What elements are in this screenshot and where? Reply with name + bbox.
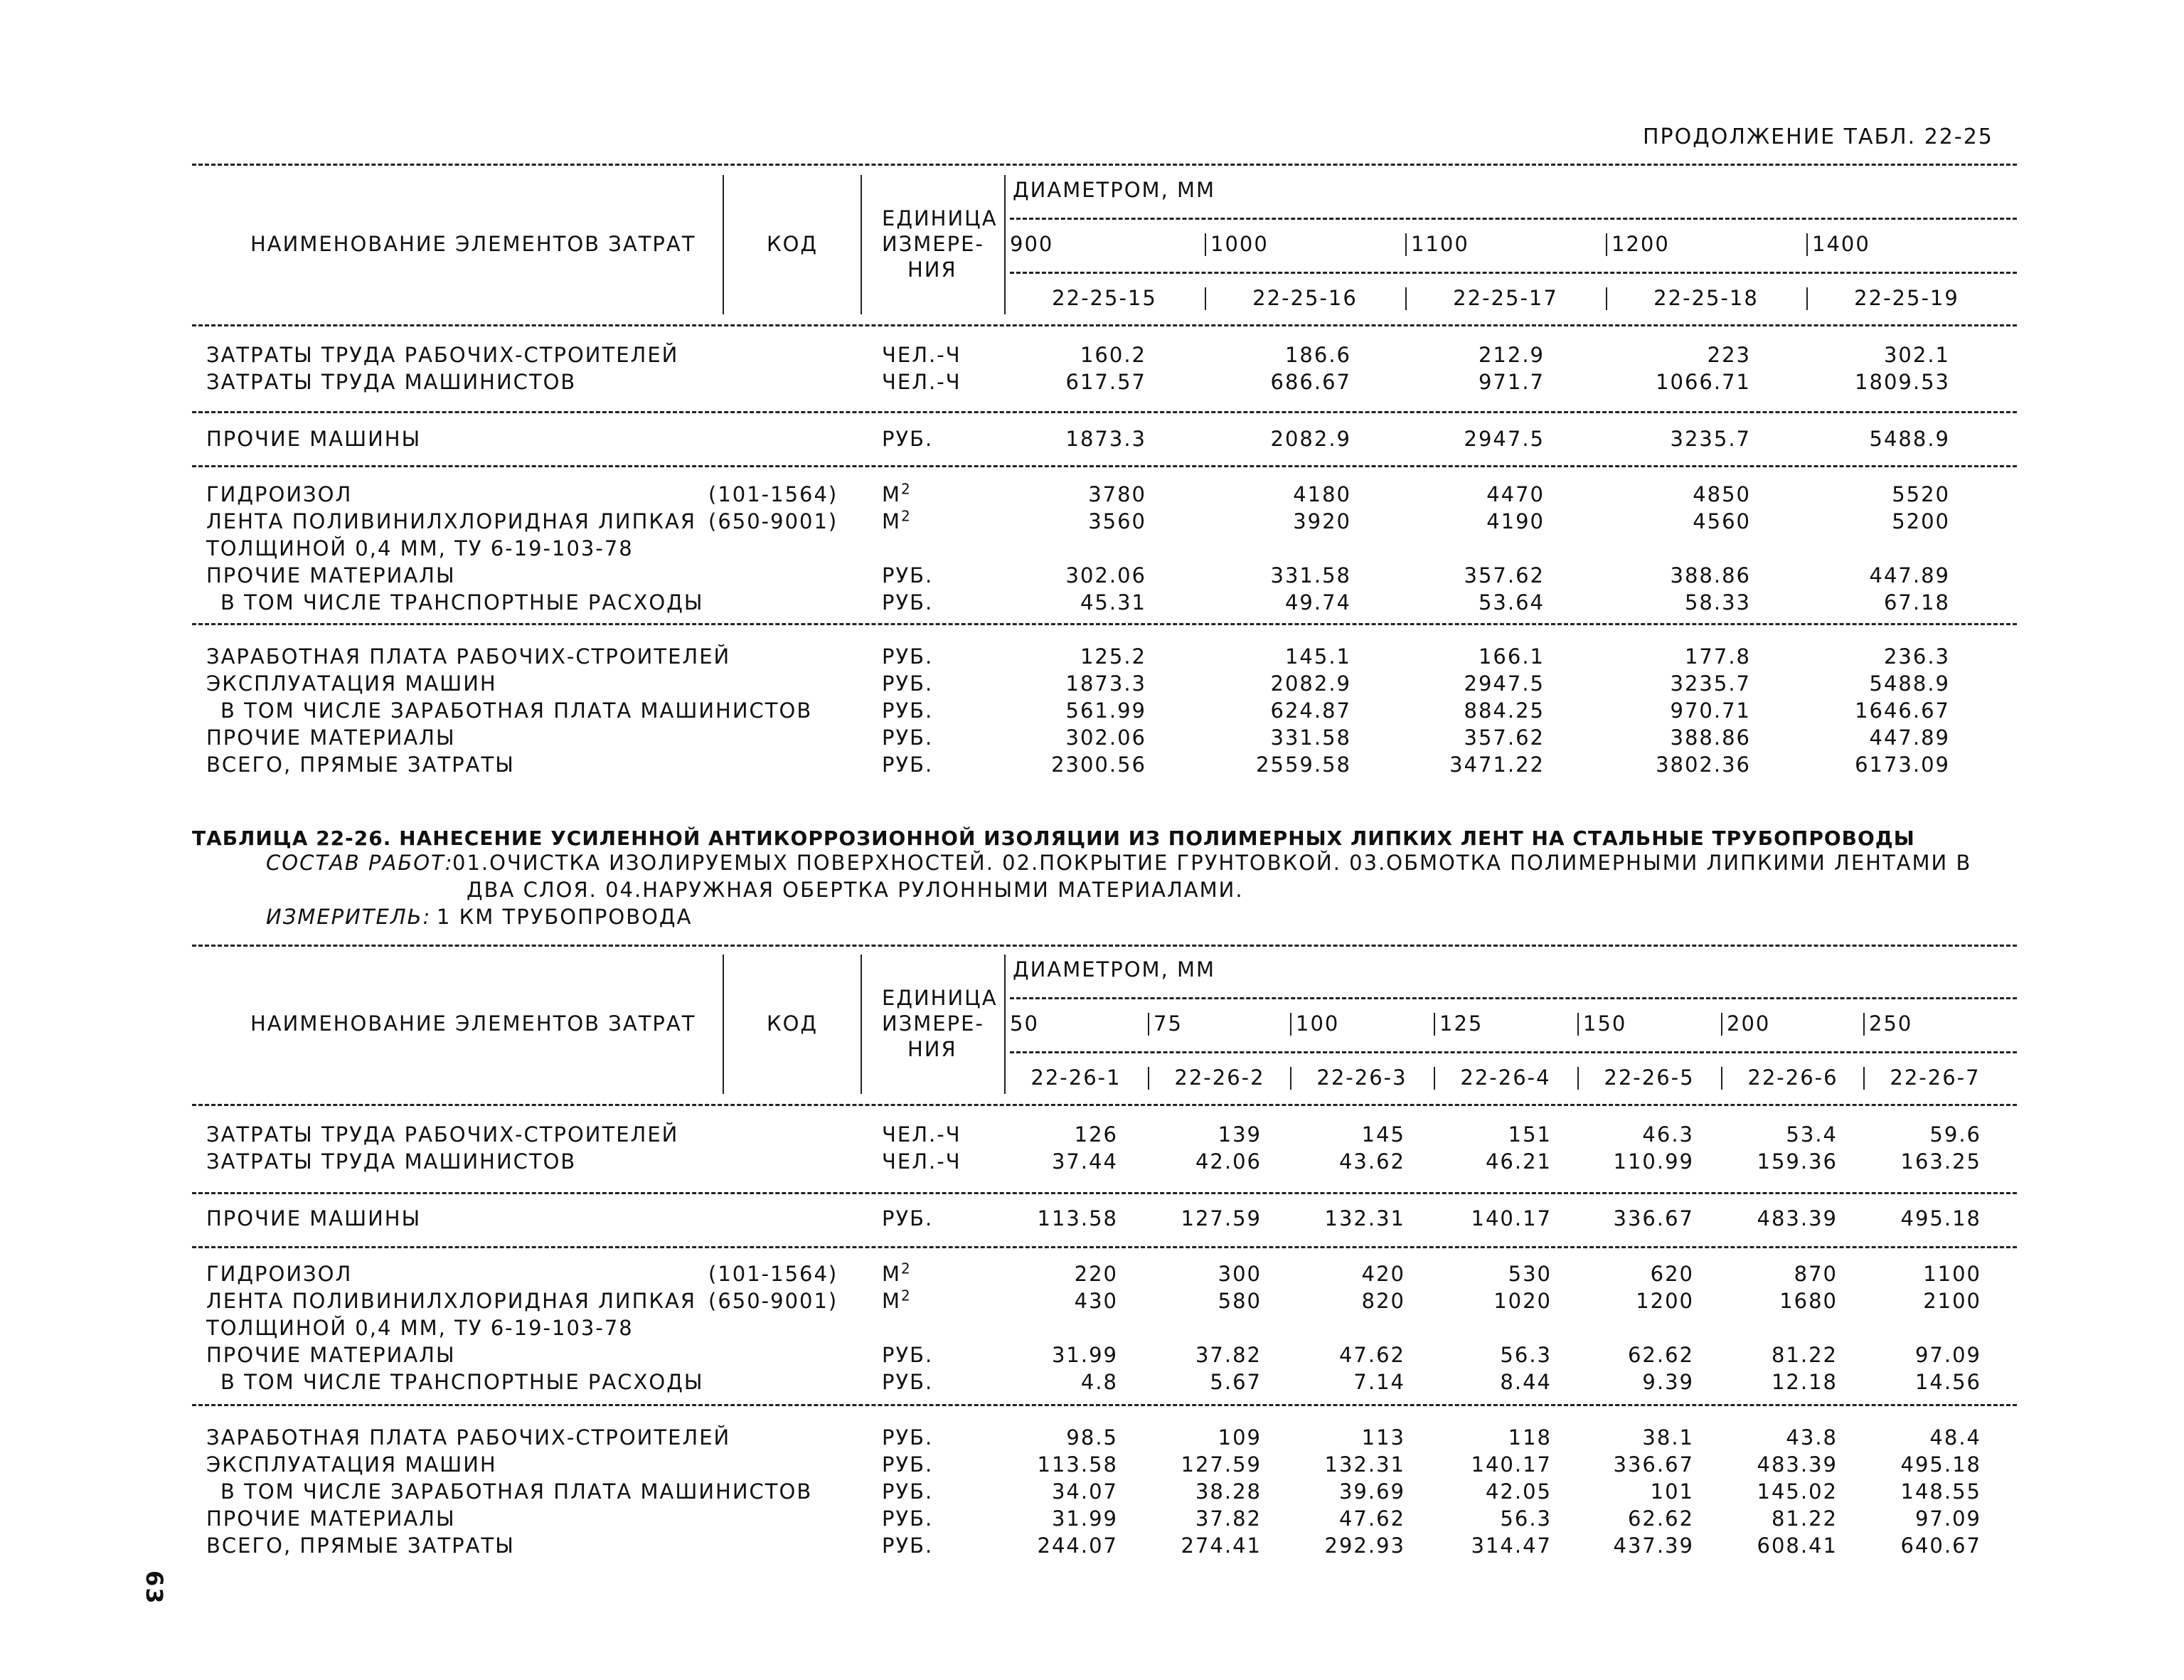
cell-value: 608.41 — [1757, 1533, 1838, 1558]
cell-value: 1020 — [1493, 1289, 1552, 1313]
row-unit: $М^2$ — [882, 1287, 912, 1313]
cell-value: 5520 — [1892, 482, 1950, 506]
row-name: ЛЕНТА ПОЛИВИНИЛХЛОРИДНАЯ ЛИПКАЯ — [206, 1289, 696, 1313]
cell-value: 38.1 — [1642, 1425, 1694, 1450]
cell-value: 624.87 — [1270, 698, 1351, 723]
row-name: ПРОЧИЕ МАШИНЫ — [206, 427, 422, 451]
cell-value: 244.07 — [1037, 1533, 1118, 1558]
cell-value: 98.5 — [1066, 1425, 1118, 1450]
code-value: 22-25-15 — [1052, 286, 1157, 310]
row-unit: РУБ. — [882, 1206, 934, 1230]
cell-value: 4.8 — [1080, 1370, 1118, 1394]
cell-value: 430 — [1074, 1289, 1118, 1313]
row-unit: $М^2$ — [882, 1260, 912, 1286]
cell-value: 140.17 — [1471, 1452, 1552, 1477]
cell-value: 884.25 — [1464, 698, 1545, 723]
cell-value: 3235.7 — [1670, 427, 1751, 451]
cell-value: 42.05 — [1485, 1479, 1552, 1504]
cell-value: 223 — [1707, 343, 1751, 367]
cell-value: 620 — [1650, 1262, 1694, 1286]
cell-value: 437.39 — [1613, 1533, 1694, 1558]
cell-value: 2082.9 — [1270, 427, 1351, 451]
cell-value: 139 — [1218, 1122, 1262, 1147]
diameter-value: 150 — [1583, 1011, 1627, 1036]
cell-value: 37.82 — [1195, 1343, 1262, 1367]
code-value: 22-26-1 — [1030, 1065, 1122, 1090]
cell-value: 495.18 — [1900, 1206, 1981, 1230]
code-value: 22-25-17 — [1453, 286, 1558, 310]
cell-value: 420 — [1361, 1262, 1405, 1286]
cell-value: 300 — [1218, 1262, 1262, 1286]
row-unit: РУБ. — [882, 1506, 934, 1531]
cell-value: 3560 — [1088, 509, 1146, 533]
row-unit: РУБ. — [882, 1370, 934, 1394]
row-unit: РУБ. — [882, 671, 934, 696]
composition-label: СОСТАВ РАБОТ: — [266, 851, 454, 875]
cell-value: 12.18 — [1771, 1370, 1838, 1394]
row-unit: $М^2$ — [882, 480, 912, 506]
cell-value: 3920 — [1293, 509, 1351, 533]
row-name: ЗАРАБОТНАЯ ПЛАТА РАБОЧИХ-СТРОИТЕЛЕЙ — [206, 1425, 731, 1450]
row-code: (101-1564) — [708, 1262, 838, 1286]
continuation-label: ПРОДОЛЖЕНИЕ ТАБЛ. 22-25 — [1643, 124, 1993, 149]
cell-value: 109 — [1218, 1425, 1262, 1450]
cell-value: 97.09 — [1914, 1343, 1981, 1367]
cell-value: 59.6 — [1929, 1122, 1981, 1147]
cell-value: 37.44 — [1051, 1149, 1118, 1174]
page-number: 63 — [141, 1570, 168, 1605]
cell-value: 43.8 — [1786, 1425, 1838, 1450]
header-name: НАИМЕНОВАНИЕ ЭЛЕМЕНТОВ ЗАТРАТ — [250, 232, 696, 256]
cell-value: 971.7 — [1478, 370, 1545, 394]
code-value: 22-26-7 — [1890, 1065, 1981, 1090]
cell-value: 160.2 — [1080, 343, 1146, 367]
row-unit: РУБ. — [882, 1533, 934, 1558]
cell-value: 561.99 — [1065, 698, 1146, 723]
code-value: 22-25-16 — [1252, 286, 1358, 310]
cell-value: 67.18 — [1883, 590, 1950, 615]
diameter-value: 1200 — [1612, 232, 1670, 256]
diameter-value: 1100 — [1411, 232, 1469, 256]
cell-value: 53.4 — [1786, 1122, 1838, 1147]
diameter-value: 250 — [1869, 1011, 1913, 1036]
cell-value: 2559.58 — [1256, 753, 1351, 777]
cell-value: 1873.3 — [1065, 427, 1146, 451]
header-code: КОД — [767, 232, 819, 256]
row-unit: РУБ. — [882, 590, 934, 615]
row-name: ЭКСПЛУАТАЦИЯ МАШИН — [206, 1452, 497, 1477]
cell-value: 5.67 — [1210, 1370, 1262, 1394]
cell-value: 42.06 — [1195, 1149, 1262, 1174]
cell-value: 113.58 — [1037, 1452, 1118, 1477]
cell-value: 132.31 — [1324, 1452, 1405, 1477]
row-name: В ТОМ ЧИСЛЕ ЗАРАБОТНАЯ ПЛАТА МАШИНИСТОВ — [220, 698, 813, 723]
cell-value: 2947.5 — [1464, 427, 1545, 451]
cell-value: 447.89 — [1869, 563, 1950, 588]
row-name: ЗАРАБОТНАЯ ПЛАТА РАБОЧИХ-СТРОИТЕЛЕЙ — [206, 644, 731, 669]
cell-value: 3802.36 — [1656, 753, 1751, 777]
cell-value: 9.39 — [1642, 1370, 1694, 1394]
header-diameter: ДИАМЕТРОМ, ММ — [1013, 178, 1216, 202]
code-value: 22-25-18 — [1653, 286, 1759, 310]
row-unit: $М^2$ — [882, 507, 912, 533]
row-unit: РУБ. — [882, 753, 934, 777]
cell-value: 125.2 — [1080, 644, 1146, 669]
cell-value: 45.31 — [1080, 590, 1146, 615]
cell-value: 126 — [1074, 1122, 1118, 1147]
cell-value: 118 — [1508, 1425, 1552, 1450]
cell-value: 336.67 — [1613, 1206, 1694, 1230]
cell-value: 1100 — [1923, 1262, 1981, 1286]
cell-value: 292.93 — [1324, 1533, 1405, 1558]
header-unit: ИЗМЕРЕ- — [882, 1011, 984, 1036]
cell-value: 5488.9 — [1869, 427, 1950, 451]
diameter-value: 125 — [1439, 1011, 1483, 1036]
cell-value: 2100 — [1923, 1289, 1981, 1313]
cell-value: 357.62 — [1464, 725, 1545, 750]
row-unit: РУБ. — [882, 1479, 934, 1504]
cell-value: 81.22 — [1771, 1343, 1838, 1367]
header-name: НАИМЕНОВАНИЕ ЭЛЕМЕНТОВ ЗАТРАТ — [250, 1011, 696, 1036]
unit-exponent: 2 — [901, 507, 912, 525]
unit-exponent: 2 — [901, 480, 912, 498]
diameter-value: 50 — [1010, 1011, 1039, 1036]
cell-value: 43.62 — [1338, 1149, 1405, 1174]
cell-value: 8.44 — [1500, 1370, 1552, 1394]
cell-value: 177.8 — [1684, 644, 1751, 669]
row-name: ВСЕГО, ПРЯМЫЕ ЗАТРАТЫ — [206, 753, 515, 777]
cell-value: 4850 — [1693, 482, 1751, 506]
cell-value: 53.64 — [1478, 590, 1545, 615]
row-name: ТОЛЩИНОЙ 0,4 ММ, ТУ 6-19-103-78 — [206, 536, 634, 560]
cell-value: 145.1 — [1284, 644, 1351, 669]
row-name: ПРОЧИЕ МАШИНЫ — [206, 1206, 422, 1230]
cell-value: 302.06 — [1065, 725, 1146, 750]
cell-value: 145 — [1361, 1122, 1405, 1147]
cell-value: 3235.7 — [1670, 671, 1751, 696]
cell-value: 3780 — [1088, 482, 1146, 506]
cell-value: 31.99 — [1051, 1343, 1118, 1367]
cell-value: 46.21 — [1485, 1149, 1552, 1174]
cell-value: 56.3 — [1500, 1506, 1552, 1531]
cell-value: 970.71 — [1670, 698, 1751, 723]
cell-value: 14.56 — [1914, 1370, 1981, 1394]
code-value: 22-26-5 — [1604, 1065, 1695, 1090]
cell-value: 640.67 — [1900, 1533, 1981, 1558]
measure-label: ИЗМЕРИТЕЛЬ: — [266, 905, 432, 929]
cell-value: 34.07 — [1051, 1479, 1118, 1504]
row-name: ПРОЧИЕ МАТЕРИАЛЫ — [206, 563, 456, 588]
row-name: ЗАТРАТЫ ТРУДА МАШИНИСТОВ — [206, 1149, 577, 1174]
cell-value: 163.25 — [1900, 1149, 1981, 1174]
row-name: ГИДРОИЗОЛ — [206, 1262, 353, 1286]
cell-value: 357.62 — [1464, 563, 1545, 588]
composition-text: ДВА СЛОЯ. 04.НАРУЖНАЯ ОБЕРТКА РУЛОННЫМИ МАТЕРИАЛАМИ. — [467, 878, 1244, 902]
row-code: (650-9001) — [708, 509, 838, 533]
diameter-value: 1400 — [1812, 232, 1870, 256]
row-name: ПРОЧИЕ МАТЕРИАЛЫ — [206, 1343, 456, 1367]
cell-value: 483.39 — [1757, 1452, 1838, 1477]
unit-exponent: 2 — [901, 1260, 912, 1277]
code-value: 22-25-19 — [1854, 286, 1959, 310]
cell-value: 314.47 — [1471, 1533, 1552, 1558]
cell-value: 49.74 — [1284, 590, 1351, 615]
cell-value: 274.41 — [1181, 1533, 1262, 1558]
cell-value: 331.58 — [1270, 563, 1351, 588]
row-unit: РУБ. — [882, 427, 934, 451]
cell-value: 39.69 — [1338, 1479, 1405, 1504]
cell-value: 47.62 — [1338, 1506, 1405, 1531]
cell-value: 5200 — [1892, 509, 1950, 533]
cell-value: 483.39 — [1757, 1206, 1838, 1230]
row-name: ГИДРОИЗОЛ — [206, 482, 353, 506]
row-name: ТОЛЩИНОЙ 0,4 ММ, ТУ 6-19-103-78 — [206, 1316, 634, 1340]
cell-value: 617.57 — [1065, 370, 1146, 394]
cell-value: 127.59 — [1181, 1452, 1262, 1477]
cell-value: 145.02 — [1757, 1479, 1838, 1504]
cell-value: 1873.3 — [1065, 671, 1146, 696]
cell-value: 220 — [1074, 1262, 1118, 1286]
cell-value: 388.86 — [1670, 725, 1751, 750]
cell-value: 186.6 — [1284, 343, 1351, 367]
row-unit: ЧЕЛ.-Ч — [882, 370, 962, 394]
diameter-value: 900 — [1010, 232, 1054, 256]
cell-value: 62.62 — [1627, 1506, 1694, 1531]
row-unit: ЧЕЛ.-Ч — [882, 343, 962, 367]
cell-value: 5488.9 — [1869, 671, 1950, 696]
cell-value: 1200 — [1636, 1289, 1694, 1313]
row-name: В ТОМ ЧИСЛЕ ЗАРАБОТНАЯ ПЛАТА МАШИНИСТОВ — [220, 1479, 813, 1504]
row-unit: РУБ. — [882, 725, 934, 750]
composition-text: 01.ОЧИСТКА ИЗОЛИРУЕМЫХ ПОВЕРХНОСТЕЙ. 02.ПОКРЫТИЕ ГРУНТОВКОЙ. 03.ОБМОТКА ПОЛИМЕРНЫМИ ЛИПКИМИ ЛЕНТАМИ В — [452, 851, 1972, 875]
row-name: ЗАТРАТЫ ТРУДА МАШИНИСТОВ — [206, 370, 577, 394]
row-name: ВСЕГО, ПРЯМЫЕ ЗАТРАТЫ — [206, 1533, 515, 1558]
cell-value: 212.9 — [1478, 343, 1545, 367]
code-value: 22-26-4 — [1460, 1065, 1551, 1090]
row-unit: РУБ. — [882, 698, 934, 723]
cell-value: 302.1 — [1883, 343, 1950, 367]
row-unit: РУБ. — [882, 1452, 934, 1477]
cell-value: 302.06 — [1065, 563, 1146, 588]
header-unit: НИЯ — [907, 1037, 957, 1061]
header-code: КОД — [767, 1011, 819, 1036]
cell-value: 1646.67 — [1855, 698, 1950, 723]
cell-value: 47.62 — [1338, 1343, 1405, 1367]
cell-value: 495.18 — [1900, 1452, 1981, 1477]
row-name: ЗАТРАТЫ ТРУДА РАБОЧИХ-СТРОИТЕЛЕЙ — [206, 1122, 679, 1147]
cell-value: 2082.9 — [1270, 671, 1351, 696]
row-name: ЭКСПЛУАТАЦИЯ МАШИН — [206, 671, 497, 696]
code-value: 22-26-3 — [1316, 1065, 1407, 1090]
cell-value: 388.86 — [1670, 563, 1751, 588]
cell-value: 159.36 — [1757, 1149, 1838, 1174]
cell-value: 3471.22 — [1449, 753, 1545, 777]
row-code: (101-1564) — [708, 482, 838, 506]
cell-value: 62.62 — [1627, 1343, 1694, 1367]
cell-value: 113.58 — [1037, 1206, 1118, 1230]
cell-value: 37.82 — [1195, 1506, 1262, 1531]
row-name: ПРОЧИЕ МАТЕРИАЛЫ — [206, 725, 456, 750]
cell-value: 7.14 — [1353, 1370, 1405, 1394]
cell-value: 4470 — [1486, 482, 1545, 506]
diameter-value: 1000 — [1210, 232, 1269, 256]
cell-value: 4190 — [1486, 509, 1545, 533]
row-unit: РУБ. — [882, 563, 934, 588]
cell-value: 331.58 — [1270, 725, 1351, 750]
code-value: 22-26-2 — [1174, 1065, 1265, 1090]
code-value: 22-26-6 — [1747, 1065, 1838, 1090]
row-code: (650-9001) — [708, 1289, 838, 1313]
cell-value: 1809.53 — [1855, 370, 1950, 394]
cell-value: 31.99 — [1051, 1506, 1118, 1531]
header-diameter: ДИАМЕТРОМ, ММ — [1013, 957, 1216, 982]
cell-value: 81.22 — [1771, 1506, 1838, 1531]
row-unit: РУБ. — [882, 1425, 934, 1450]
cell-value: 113 — [1361, 1425, 1405, 1450]
row-name: ПРОЧИЕ МАТЕРИАЛЫ — [206, 1506, 456, 1531]
header-unit: ЕДИНИЦА — [882, 206, 998, 230]
cell-value: 38.28 — [1195, 1479, 1262, 1504]
cell-value: 4180 — [1293, 482, 1351, 506]
cell-value: 580 — [1218, 1289, 1262, 1313]
row-name: В ТОМ ЧИСЛЕ ТРАНСПОРТНЫЕ РАСХОДЫ — [220, 590, 704, 615]
cell-value: 6173.09 — [1855, 753, 1950, 777]
cell-value: 4560 — [1693, 509, 1751, 533]
row-unit: ЧЕЛ.-Ч — [882, 1149, 962, 1174]
cell-value: 101 — [1650, 1479, 1694, 1504]
cell-value: 336.67 — [1613, 1452, 1694, 1477]
row-name: ЛЕНТА ПОЛИВИНИЛХЛОРИДНАЯ ЛИПКАЯ — [206, 509, 696, 533]
cell-value: 2300.56 — [1051, 753, 1146, 777]
row-unit: РУБ. — [882, 1343, 934, 1367]
cell-value: 110.99 — [1613, 1149, 1694, 1174]
header-unit: ЕДИНИЦА — [882, 986, 998, 1010]
cell-value: 148.55 — [1900, 1479, 1981, 1504]
measure-text: 1 КМ ТРУБОПРОВОДА — [437, 905, 693, 929]
cell-value: 56.3 — [1500, 1343, 1552, 1367]
cell-value: 1680 — [1779, 1289, 1838, 1313]
cell-value: 236.3 — [1883, 644, 1950, 669]
row-unit: ЧЕЛ.-Ч — [882, 1122, 962, 1147]
cell-value: 1066.71 — [1656, 370, 1751, 394]
cell-value: 530 — [1508, 1262, 1552, 1286]
cell-value: 48.4 — [1929, 1425, 1981, 1450]
cell-value: 447.89 — [1869, 725, 1950, 750]
cell-value: 820 — [1361, 1289, 1405, 1313]
diameter-value: 100 — [1296, 1011, 1340, 1036]
diameter-value: 75 — [1154, 1011, 1183, 1036]
cell-value: 151 — [1508, 1122, 1552, 1147]
header-unit: ИЗМЕРЕ- — [882, 232, 984, 256]
cell-value: 132.31 — [1324, 1206, 1405, 1230]
cell-value: 686.67 — [1270, 370, 1351, 394]
cell-value: 166.1 — [1478, 644, 1545, 669]
header-unit: НИЯ — [907, 257, 957, 282]
cell-value: 127.59 — [1181, 1206, 1262, 1230]
cell-value: 97.09 — [1914, 1506, 1981, 1531]
cell-value: 46.3 — [1642, 1122, 1694, 1147]
cell-value: 58.33 — [1684, 590, 1751, 615]
row-name: ЗАТРАТЫ ТРУДА РАБОЧИХ-СТРОИТЕЛЕЙ — [206, 343, 679, 367]
cell-value: 140.17 — [1471, 1206, 1552, 1230]
cell-value: 870 — [1794, 1262, 1838, 1286]
table-title: ТАБЛИЦА 22-26. НАНЕСЕНИЕ УСИЛЕННОЙ АНТИКОРРОЗИОННОЙ ИЗОЛЯЦИИ ИЗ ПОЛИМЕРНЫХ ЛИПКИХ ЛЕНТ НА СТАЛЬНЫЕ ТРУБОПРОВОДЫ — [192, 826, 1915, 850]
row-name: В ТОМ ЧИСЛЕ ТРАНСПОРТНЫЕ РАСХОДЫ — [220, 1370, 704, 1394]
unit-exponent: 2 — [901, 1287, 912, 1304]
cell-value: 2947.5 — [1464, 671, 1545, 696]
diameter-value: 200 — [1727, 1011, 1771, 1036]
row-unit: РУБ. — [882, 644, 934, 669]
